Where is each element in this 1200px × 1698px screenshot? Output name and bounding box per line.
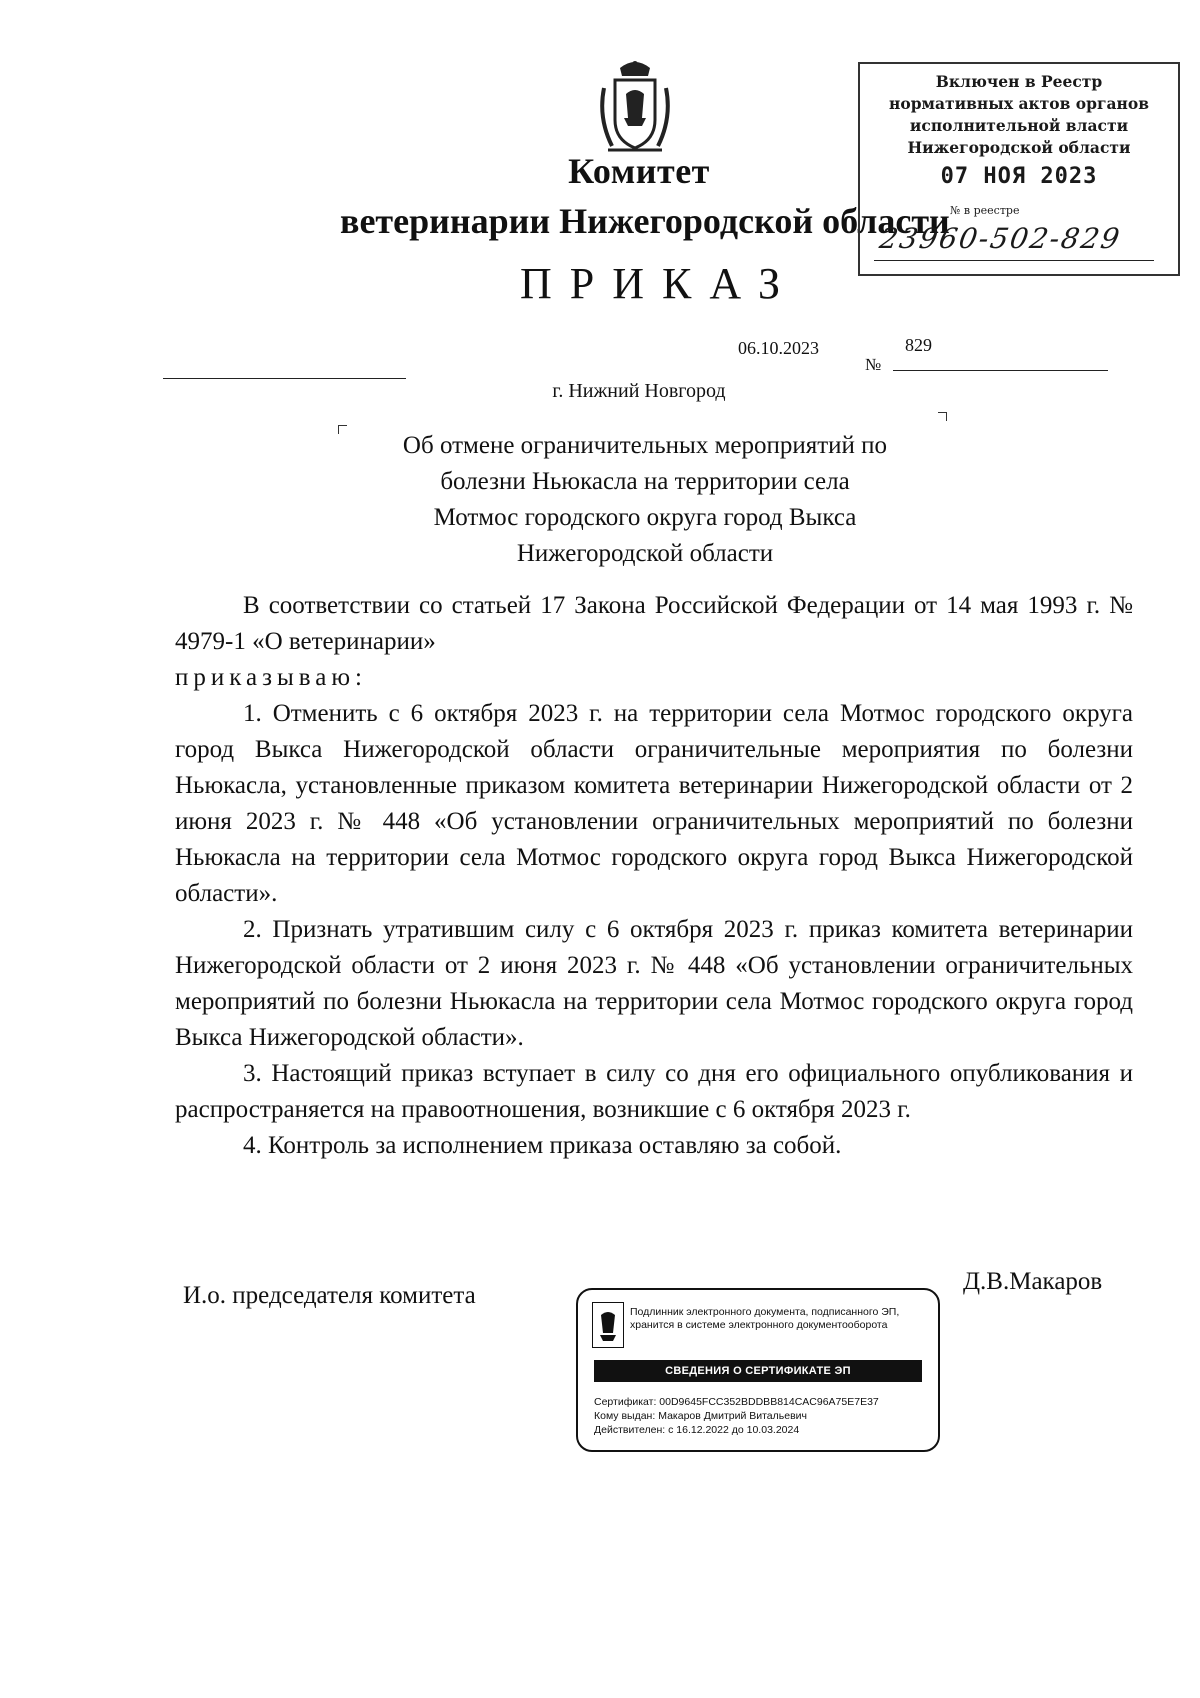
esign-validity-row	[594, 1424, 799, 1436]
subject-bracket-left	[338, 425, 347, 434]
order-directive: приказываю:	[175, 664, 367, 691]
signer-title: И.о. председателя комитета	[183, 1282, 476, 1309]
registry-stamp-line: нормативных актов органов	[889, 94, 1149, 113]
order-body	[175, 588, 1133, 1164]
coat-of-arms-icon	[590, 58, 680, 158]
cert-label: Сертификат:	[594, 1396, 657, 1408]
registry-date: 07 НОЯ 2023	[940, 164, 1098, 189]
order-number: 829	[905, 335, 932, 355]
order-item-4: 4. Контроль за исполнением приказа оставляю за собой.	[243, 1132, 842, 1159]
preamble: В соответствии со статьей 17 Закона Российской Федерации от 14 мая 1993 г. № 4979-1 «О ветеринарии»	[175, 592, 1133, 655]
document-type: ПРИКАЗ	[520, 259, 799, 308]
committee-title-line2: ветеринарии Нижегородской области	[340, 201, 950, 241]
subject-line: Нижегородской области	[516, 540, 774, 567]
registry-stamp-line: Нижегородской области	[907, 138, 1131, 157]
registry-stamp	[858, 62, 1180, 276]
subject-line: Мотмос городского округа город Выкса	[433, 504, 857, 531]
number-sign: №	[865, 355, 882, 374]
registry-number-handwritten: 23960-502-829	[877, 222, 1124, 255]
electronic-signature-stamp	[576, 1288, 940, 1452]
region-emblem-icon	[592, 1302, 624, 1348]
valid-label: Действителен:	[594, 1424, 666, 1436]
subject-bracket-right	[938, 412, 947, 421]
esign-owner-row	[594, 1410, 807, 1422]
registry-stamp-line: Включен в Реестр	[935, 72, 1103, 91]
order-item-3: 3. Настоящий приказ вступает в силу со дня его официального опубликования и распространяется на правоотношения, возникшие с 6 октября 2023 г.	[175, 1060, 1133, 1123]
esign-certificate-row	[594, 1396, 879, 1408]
committee-title-line1: Комитет	[568, 151, 710, 191]
signer-name: Д.В.Макаров	[963, 1268, 1103, 1295]
esign-original-note: Подлинник электронного документа, подписанного ЭП, хранится в системе электронного документооборота	[630, 1306, 900, 1331]
date-underline-left	[163, 378, 406, 379]
esign-header: СВЕДЕНИЯ О СЕРТИФИКАТЕ ЭП	[594, 1360, 922, 1382]
subject-line: Об отмене ограничительных мероприятий по	[402, 432, 888, 459]
registry-number-underline	[874, 260, 1154, 261]
cert-value: 00D9645FCC352BDDBB814CAC96A75E7E37	[659, 1396, 879, 1408]
order-item-1: 1. Отменить с 6 октября 2023 г. на территории села Мотмос городского округа город Выкса Нижегородской области ограничительные мероприятия по болезни Ньюкасла, установленные приказом комитета ветеринарии Нижегородской области от 2 июня 2023 г. № 448 «Об установлении ограничительных мероприятий по болезни Ньюкасла на территории села Мотмос городского округа город Выкса Нижегородской области».	[175, 700, 1133, 907]
order-date: 06.10.2023	[738, 338, 819, 358]
order-subject	[350, 428, 940, 572]
valid-value: с 16.12.2022 до 10.03.2024	[668, 1424, 800, 1436]
order-item-2: 2. Признать утратившим силу с 6 октября 2023 г. приказ комитета ветеринарии Нижегородской области от 2 июня 2023 г. № 448 «Об установлении ограничительных мероприятий по болезни Ньюкасла на территории села Мотмос городского округа город Выкса Нижегородской области».	[175, 916, 1133, 1051]
number-underline	[893, 370, 1108, 371]
owner-value: Макаров Дмитрий Витальевич	[658, 1410, 807, 1422]
owner-label: Кому выдан:	[594, 1410, 656, 1422]
city: г. Нижний Новгород	[552, 380, 726, 402]
subject-line: болезни Ньюкасла на территории села	[440, 468, 850, 495]
registry-number-label: № в реестре	[950, 204, 1020, 217]
registry-stamp-line: исполнительной власти	[909, 116, 1129, 135]
